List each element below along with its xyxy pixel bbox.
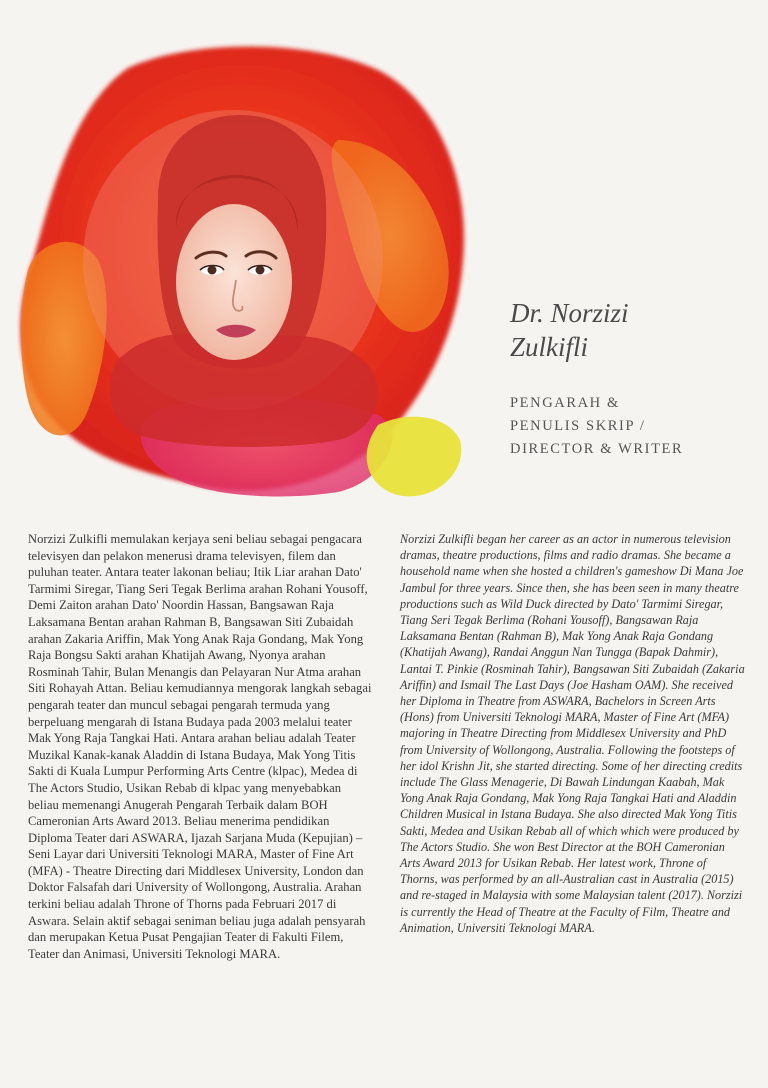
bio-malay-text: Norzizi Zulkifli memulakan kerjaya seni beliau sebagai pengacara televisyen dan pelakon menerusi drama televisyen, filem dan puluhan teater. Antara teater lakonan beliau; Itik Liar arahan Dato' Tarmimi Siregar, Tiang Seri Tegak Berlima arahan Rohani Yousoff, Demi Zaiton arahan Dato' Noordin Hassan, Bangsawan Raja Laksamana Bentan arahan Rahman B, Bangsawan Siti Zubaidah arahan Zakaria Ariffin, Mak Yong Anak Raja Gondang, Mak Yong Raja Bongsu Sakti arahan Khatijah Awang, Nyonya arahan Rosminah Tahir, Bulan Menangis dan Pelayaran Nur Atma arahan Siti Rohayah Attan. Beliau kemudiannya mengorak langkah sebagai pengarah teater dan muncul sebagai pengarah termuda yang berpeluang mengarah di Istana Budaya pada 2003 melalui teater Mak Yong Raja Tangkai Hati. Antara arahan beliau adalah Teater Muzikal Kanak-kanak Aladdin di Istana Budaya, Mak Yong Titis Sakti di Kuala Lumpur Performing Arts Centre (klpac), Medea di The Actors Studio, Usikan Rebab di klpac yang menyebabkan beliau memenangi Anugerah Pengarah Terbaik dalam BOH Cameronian Arts Award 2013. Beliau menerima pendidikan Diploma Teater dari ASWARA, Ijazah Sarjana Muda (Kepujian) – Seni Layar dari Universiti Teknologi MARA, Master of Fine Art (MFA) - Theatre Directing dari Middlesex University, London dan Doktor Falsafah dari University of Wollongong, Australia. Arahan terkini beliau adalah Throne of Thorns pada Februari 2017 di Aswara. Selain aktif sebagai seniman beliau juga adalah pensyarah dan merupakan Ketua Pusat Pengajian Teater di Fakulti Filem, Teater dan Animasi, Universiti Teknologi MARA. [28, 532, 372, 961]
bio-malay-column [28, 531, 373, 962]
role-line: PENULIS SKRIP / [510, 418, 646, 434]
role-line: PENGARAH & [510, 395, 620, 411]
bio-english-text: Norzizi Zulkifli began her career as an actor in numerous television dramas, theatre productions, films and radio dramas. She became a household name when she hosted a children's gameshow Di Mana Joe Jambul for three years. Since then, she has been seen in many theatre productions such as Wild Duck directed by Dato' Tarmimi Siregar, Tiang Seri Tegak Berlima (Rohani Yousoff), Bangsawan Raja Laksamana Bentan (Rahman B), Mak Yong Anak Raja Gondang (Khatijah Awang), Randai Anggun Nan Tungga (Bapak Dahmir), Lantai T. Pinkie (Rosminah Tahir), Bangsawan Siti Zubaidah (Zakaria Ariffin) and Ismail The Last Days (Joe Hasham OAM). She received her Diploma in Theatre from ASWARA, Bachelors in Screen Arts (Hons) from Universiti Teknologi MARA, Master of Fine Art (MFA) majoring in Theatre Directing from Middlesex University and PhD from University of Wollongong, Australia. Following the footsteps of her idol Krishn Jit, she started directing. Some of her directing credits include The Glass Menagerie, Di Bawah Lindungan Kaabah, Mak Yong Anak Raja Gondang, Mak Yong Raja Tangkai Hati and Aladdin Children Musical in Istana Budaya. She also directed Mak Yong Titis Sakti, Medea and Usikan Rebab all of which which were produced by The Actors Studio. She won Best Director at the BOH Cameronian Arts Award 2013 for Usikan Rebab. Her latest work, Throne of Thorns, was performed by an all-Australian cast in Australia (2015) and re-staged in Malaysia with some Malaysian talent (2017). Norzizi is currently the Head of Theatre at the Faculty of Film, Theatre and Animation, Universiti Teknologi MARA. [400, 532, 745, 935]
profile-name-line2: Zulkifli [510, 332, 589, 362]
portrait-watercolor-image [8, 30, 478, 500]
profile-name [510, 296, 750, 364]
bio-english-column [400, 531, 745, 936]
profile-role [510, 392, 750, 461]
profile-name-line1: Dr. Norzizi [510, 298, 629, 328]
role-line: DIRECTOR & WRITER [510, 441, 684, 457]
profile-header [510, 296, 750, 461]
